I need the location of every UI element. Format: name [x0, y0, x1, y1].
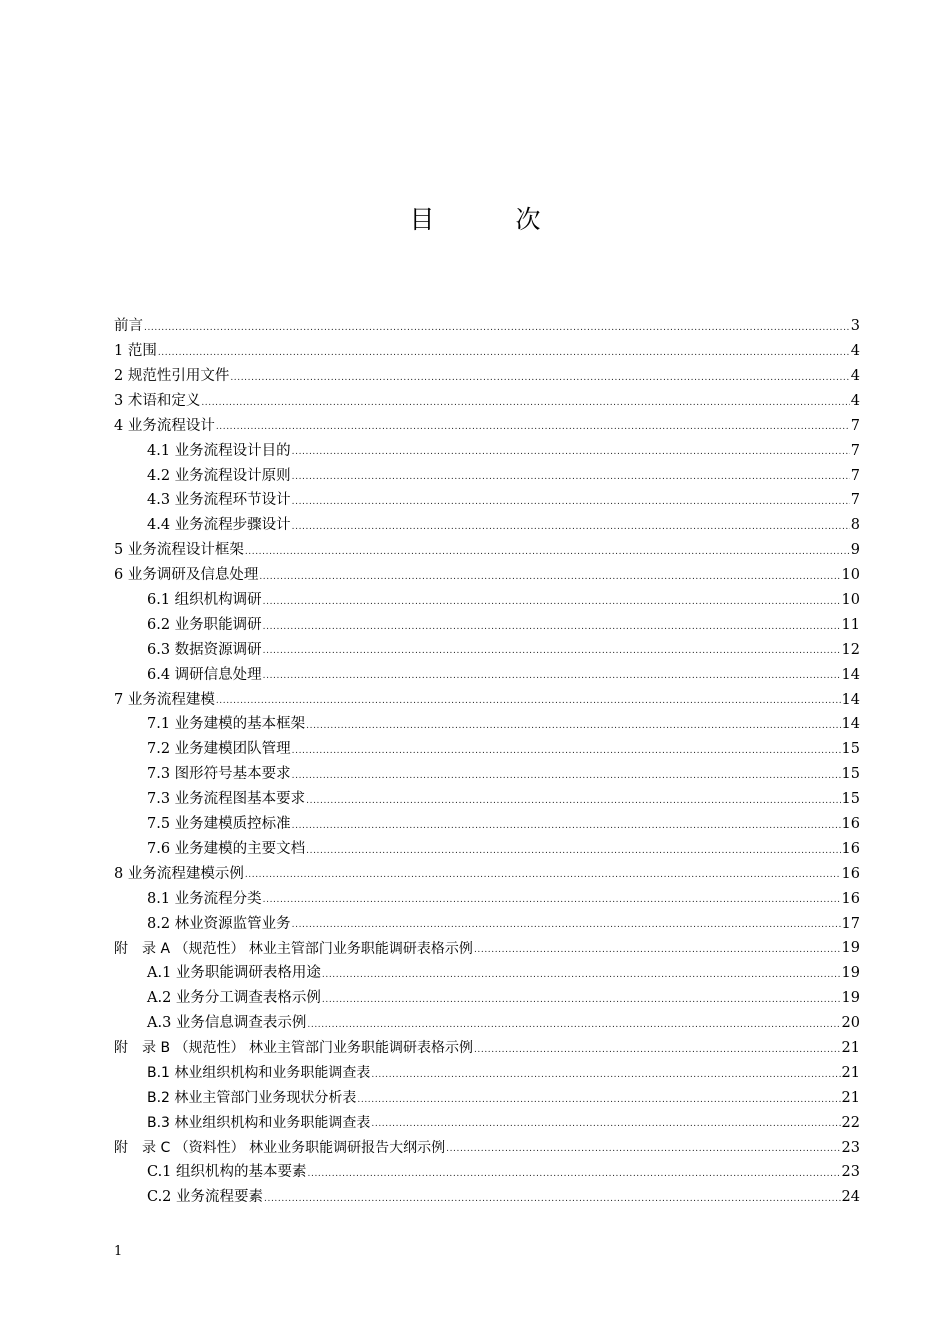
toc-entry[interactable]: [114, 538, 860, 563]
toc-entry-page: 3: [850, 318, 860, 335]
toc-entry-label: 7.3 业务流程图基本要求: [147, 791, 306, 808]
toc-entry-page: 19: [841, 940, 860, 957]
toc-entry-page: 16: [841, 890, 860, 907]
toc-entry[interactable]: [114, 1185, 860, 1210]
toc-entry-label: 6.1 组织机构调研: [147, 591, 262, 608]
toc-entry-label: B.1 林业组织机构和业务职能调查表: [147, 1065, 371, 1082]
toc-entry-page: 4: [850, 367, 860, 384]
toc-entry[interactable]: [114, 513, 860, 538]
toc-entry-label: 8.1 业务流程分类: [147, 890, 262, 907]
toc-dot-leader: [322, 971, 841, 986]
toc-entry-page: 21: [841, 1040, 860, 1057]
toc-entry-label: C.1 组织机构的基本要素: [147, 1164, 307, 1181]
toc-entry-label: A.3 业务信息调查表示例: [147, 1015, 307, 1032]
toc-entry-page: 14: [841, 716, 860, 733]
toc-entry[interactable]: [114, 762, 860, 787]
toc-entry-page: 15: [841, 741, 860, 758]
toc-dot-leader: [230, 374, 849, 389]
toc-entry-label: 8 业务流程建模示例: [114, 865, 244, 882]
toc-dot-leader: [144, 324, 850, 339]
toc-entry[interactable]: [114, 1086, 860, 1111]
toc-entry-label: 1 范围: [114, 343, 157, 360]
toc-entry[interactable]: [114, 488, 860, 513]
toc-dot-leader: [292, 921, 841, 936]
toc-entry-page: 21: [841, 1089, 860, 1106]
toc-entry-page: 11: [841, 616, 860, 633]
toc-entry[interactable]: [114, 812, 860, 837]
toc-dot-leader: [306, 797, 840, 812]
toc-entry-page: 15: [841, 766, 860, 783]
toc-entry[interactable]: [114, 1135, 860, 1160]
toc-entry-label: 4.1 业务流程设计目的: [147, 442, 291, 459]
toc-entry-page: 4: [850, 343, 860, 360]
toc-entry[interactable]: [114, 837, 860, 862]
toc-entry-label: 6.4 调研信息处理: [147, 666, 262, 683]
toc-entry[interactable]: [114, 737, 860, 762]
toc-dot-leader: [158, 349, 850, 364]
toc-dot-leader: [263, 672, 841, 687]
toc-entry-label: B.3 林业组织机构和业务职能调查表: [147, 1114, 371, 1131]
toc-entry[interactable]: [114, 687, 860, 712]
toc-dot-leader: [216, 697, 841, 712]
toc-dot-leader: [245, 548, 850, 563]
toc-entry-label: 附 录 C （资料性） 林业业务职能调研报告大纲示例: [114, 1139, 446, 1156]
toc-dot-leader: [308, 1170, 841, 1185]
toc-dot-leader: [446, 1145, 840, 1160]
toc-entry-page: 4: [850, 392, 860, 409]
toc-entry-page: 20: [841, 1015, 860, 1032]
toc-entry-label: 4 业务流程设计: [114, 417, 215, 434]
toc-dot-leader: [292, 822, 841, 837]
toc-entry-page: 16: [841, 840, 860, 857]
toc-entry-label: 8.2 林业资源监管业务: [147, 915, 291, 932]
toc-dot-leader: [371, 1071, 840, 1086]
toc-entry-page: 8: [850, 517, 860, 534]
toc-entry-label: A.1 业务职能调研表格用途: [147, 965, 321, 982]
toc-entry[interactable]: [114, 389, 860, 414]
toc-entry[interactable]: [114, 886, 860, 911]
toc-dot-leader: [263, 598, 841, 613]
toc-dot-leader: [216, 423, 850, 438]
toc-entry-label: B.2 林业主管部门业务现状分析表: [147, 1090, 357, 1107]
toc-dot-leader: [474, 946, 841, 961]
toc-entry-page: 7: [850, 492, 860, 509]
table-of-contents: [114, 314, 860, 1210]
toc-dot-leader: [292, 747, 841, 762]
toc-entry[interactable]: [114, 1011, 860, 1036]
toc-entry[interactable]: [114, 1111, 860, 1136]
toc-entry-page: 14: [841, 691, 860, 708]
toc-entry-label: 7 业务流程建模: [114, 691, 215, 708]
toc-entry[interactable]: [114, 364, 860, 389]
toc-entry[interactable]: [114, 438, 860, 463]
toc-entry-label: C.2 业务流程要素: [147, 1189, 264, 1206]
toc-entry-label: 6 业务调研及信息处理: [114, 567, 259, 584]
toc-entry-page: 16: [841, 865, 860, 882]
toc-entry[interactable]: [114, 712, 860, 737]
toc-entry-page: 7: [850, 467, 860, 484]
toc-entry[interactable]: [114, 563, 860, 588]
toc-entry[interactable]: [114, 662, 860, 687]
toc-dot-leader: [371, 1120, 840, 1135]
toc-dot-leader: [263, 896, 841, 911]
toc-entry-page: 12: [841, 641, 860, 658]
toc-entry-label: 4.3 业务流程环节设计: [147, 492, 291, 509]
toc-entry-label: 附 录 A （规范性） 林业主管部门业务职能调研表格示例: [114, 940, 473, 957]
toc-entry-label: 4.4 业务流程步骤设计: [147, 517, 291, 534]
toc-entry-label: 7.3 图形符号基本要求: [147, 766, 291, 783]
toc-entry[interactable]: [114, 414, 860, 439]
toc-entry-label: 6.2 业务职能调研: [147, 616, 262, 633]
toc-entry-label: 2 规范性引用文件: [114, 367, 230, 384]
page-number: 1: [114, 1244, 123, 1259]
toc-entry[interactable]: [114, 613, 860, 638]
toc-entry-page: 10: [841, 567, 860, 584]
toc-entry-label: 3 术语和定义: [114, 392, 201, 409]
toc-entry-page: 16: [841, 816, 860, 832]
toc-entry[interactable]: [114, 1061, 860, 1086]
toc-dot-leader: [474, 1046, 841, 1061]
toc-entry-label: 4.2 业务流程设计原则: [147, 467, 291, 484]
toc-entry[interactable]: [114, 638, 860, 663]
toc-entry-label: 6.3 数据资源调研: [147, 641, 262, 658]
toc-entry[interactable]: [114, 961, 860, 986]
toc-entry-label: 5 业务流程设计框架: [114, 542, 244, 559]
toc-entry[interactable]: [114, 936, 860, 961]
toc-entry-page: 21: [841, 1064, 860, 1081]
toc-dot-leader: [264, 1195, 841, 1210]
page-title: 目 次: [409, 205, 569, 234]
toc-dot-leader: [259, 573, 840, 588]
toc-entry-page: 23: [841, 1164, 860, 1181]
toc-entry[interactable]: [114, 339, 860, 364]
toc-entry-page: 7: [850, 442, 860, 459]
toc-dot-leader: [357, 1096, 840, 1111]
toc-entry-label: 前言: [114, 318, 143, 335]
toc-dot-leader: [292, 523, 850, 538]
toc-entry[interactable]: [114, 986, 860, 1011]
toc-entry-page: 9: [850, 542, 860, 559]
toc-dot-leader: [307, 1021, 840, 1036]
toc-entry[interactable]: [114, 588, 860, 613]
toc-dot-leader: [322, 996, 841, 1011]
toc-dot-leader: [263, 647, 841, 662]
toc-entry-page: 19: [841, 965, 860, 982]
toc-entry[interactable]: [114, 911, 860, 936]
toc-entry[interactable]: [114, 787, 860, 812]
toc-dot-leader: [245, 871, 841, 886]
toc-dot-leader: [292, 772, 841, 787]
toc-dot-leader: [292, 498, 850, 513]
toc-entry-label: 7.6 业务建模的主要文档: [147, 840, 306, 857]
toc-entry[interactable]: [114, 862, 860, 887]
toc-entry-label: 附 录 B （规范性） 林业主管部门业务职能调研表格示例: [114, 1040, 473, 1057]
toc-dot-leader: [201, 399, 849, 414]
toc-entry-label: 7.1 业务建模的基本框架: [147, 716, 306, 733]
toc-entry-page: 15: [841, 791, 860, 808]
toc-entry-page: 17: [841, 915, 860, 932]
toc-entry-label: 7.5 业务建模质控标准: [147, 816, 291, 832]
toc-entry-page: 23: [841, 1139, 860, 1156]
toc-entry[interactable]: [114, 1160, 860, 1185]
toc-dot-leader: [306, 847, 840, 862]
toc-entry-page: 22: [841, 1114, 860, 1131]
toc-entry-page: 10: [841, 591, 860, 608]
toc-entry[interactable]: [114, 463, 860, 488]
toc-dot-leader: [306, 722, 840, 737]
toc-dot-leader: [292, 448, 850, 463]
toc-dot-leader: [292, 473, 850, 488]
toc-entry-page: 7: [850, 417, 860, 434]
toc-entry[interactable]: [114, 1036, 860, 1061]
toc-entry[interactable]: [114, 314, 860, 339]
toc-entry-label: A.2 业务分工调查表格示例: [147, 990, 321, 1007]
toc-entry-page: 24: [841, 1189, 860, 1206]
toc-entry-page: 19: [841, 990, 860, 1007]
toc-dot-leader: [263, 623, 841, 638]
toc-entry-label: 7.2 业务建模团队管理: [147, 741, 291, 758]
toc-entry-page: 14: [841, 666, 860, 683]
